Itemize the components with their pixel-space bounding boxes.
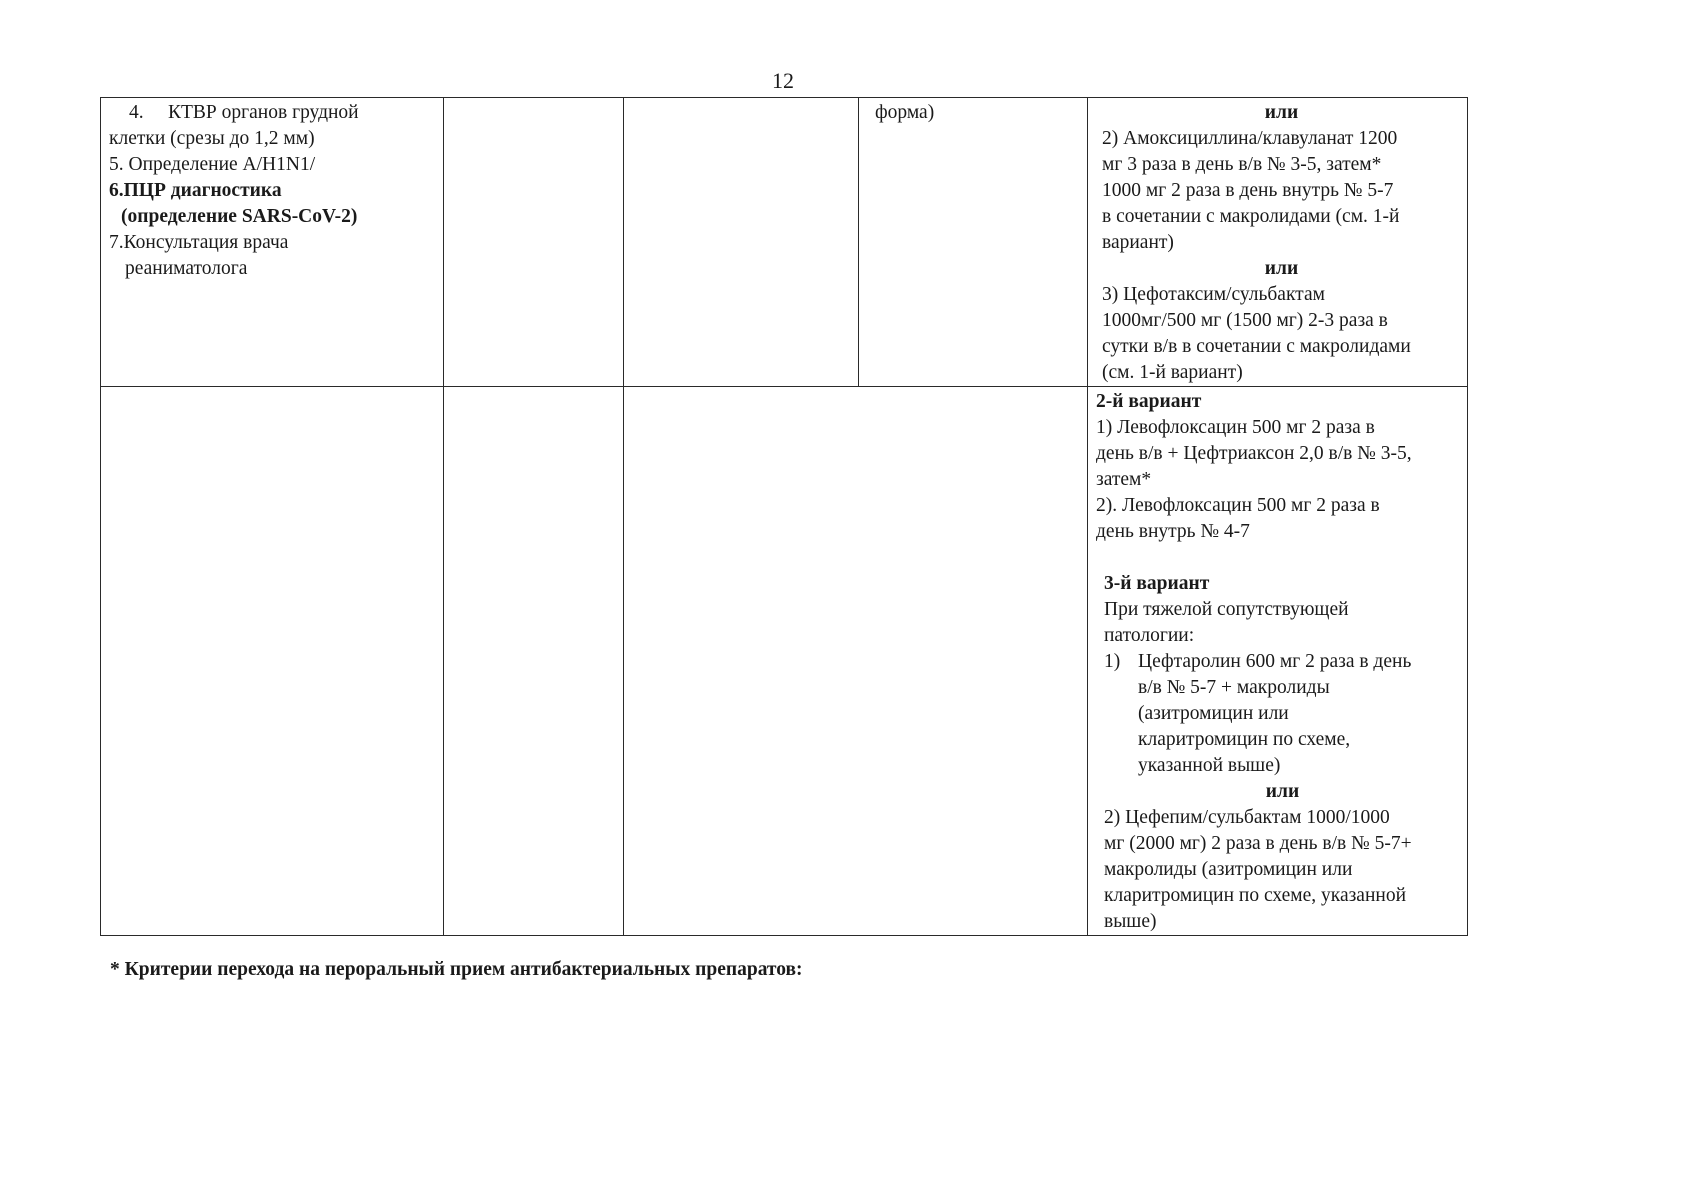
diagnostic-item-4-line-2: клетки (срезы до 1,2 мм) [109,128,315,149]
variant-3-item-1-line-5: указанной выше) [1138,755,1281,776]
diagnostic-item-6-line-2: (определение SARS-CoV-2) [121,206,358,227]
variant-3-title: 3-й вариант [1104,573,1210,594]
page-number: 12 [772,68,794,93]
variant-2-line-3: затем* [1096,469,1152,490]
variant-3-intro-line-1: При тяжелой сопутствующей [1104,599,1349,620]
treatment-cell [1088,98,1468,387]
empty-cell [101,387,444,936]
variant-3-item-2-line-4: кларитромицин по схеме, указанной [1104,885,1407,906]
variant-2-line-4: 2). Левофлоксацин 500 мг 2 раза в [1096,495,1380,516]
treatment-3-line-1: 3) Цефотаксим/сульбактам [1102,284,1325,305]
variant-2-line-5: день внутрь № 4-7 [1096,521,1250,542]
diagnostic-item-5: 5. Определение A/H1N1/ [109,154,316,175]
table-row [101,387,1468,936]
variant-3-item-2-line-1: 2) Цефепим/сульбактам 1000/1000 [1104,807,1390,828]
treatment-table [100,97,1468,936]
variant-3-item-1-line-2: в/в № 5-7 + макролиды [1138,677,1330,698]
treatment-2-line-1: 2) Амоксициллина/клавуланат 1200 [1102,128,1398,149]
list-number: 1) [1104,651,1121,672]
diagnostics-cell [101,98,444,387]
variant-3-item-2-line-5: выше) [1104,911,1157,932]
diagnostic-item-7-line-2: реаниматолога [125,258,248,279]
footnote: * Критерии перехода на пероральный прием антибактериальных препаратов: [110,959,803,980]
treatment-3-line-4: (см. 1-й вариант) [1102,362,1243,383]
treatment-2-line-4: в сочетании с макролидами (см. 1-й [1102,206,1400,227]
variant-2-line-1: 1) Левофлоксацин 500 мг 2 раза в [1096,417,1375,438]
diagnostic-item-7-line-1: 7.Консультация врача [109,232,289,253]
diagnostic-item-6-line-1: 6.ПЦР диагностика [109,180,282,201]
treatment-2-line-5: вариант) [1102,232,1174,253]
variant-2-line-2: день в/в + Цефтриаксон 2,0 в/в № 3-5, [1096,443,1412,464]
diagnostic-item-4-line-1: 4. КТВР органов грудной [129,102,359,123]
variant-3-item-1-line-3: (азитромицин или [1138,703,1289,724]
variant-3-item-1-line-4: кларитромицин по схеме, [1138,729,1351,750]
empty-cell [624,387,1088,936]
list-item [1104,649,1461,779]
table-row [101,98,1468,387]
empty-cell [444,98,624,387]
form-cell [859,98,1088,387]
variant-3-item-2-line-2: мг (2000 мг) 2 раза в день в/в № 5-7+ [1104,833,1412,854]
form-text: форма) [875,102,935,123]
treatment-2-line-2: мг 3 раза в день в/в № 3-5, затем* [1102,154,1382,175]
or-label: или [1265,781,1300,802]
treatment-3-line-3: сутки в/в в сочетании с макролидами [1102,336,1411,357]
treatment-2-line-3: 1000 мг 2 раза в день внутрь № 5-7 [1102,180,1394,201]
or-label: или [1264,102,1299,123]
treatment-3-line-2: 1000мг/500 мг (1500 мг) 2-3 раза в [1102,310,1388,331]
variant-3-item-1-line-1: Цефтаролин 600 мг 2 раза в день [1138,651,1412,672]
empty-cell [444,387,624,936]
empty-cell [624,98,859,387]
or-label: или [1264,258,1299,279]
spacer [1096,545,1461,571]
variant-3-intro-line-2: патологии: [1104,625,1195,646]
variant-3-block [1096,571,1461,935]
variant-2-title: 2-й вариант [1096,391,1202,412]
list-item-body [1138,649,1461,779]
variant-3-item-2-line-3: макролиды (азитромицин или [1104,859,1353,880]
treatment-variants-cell [1088,387,1468,936]
